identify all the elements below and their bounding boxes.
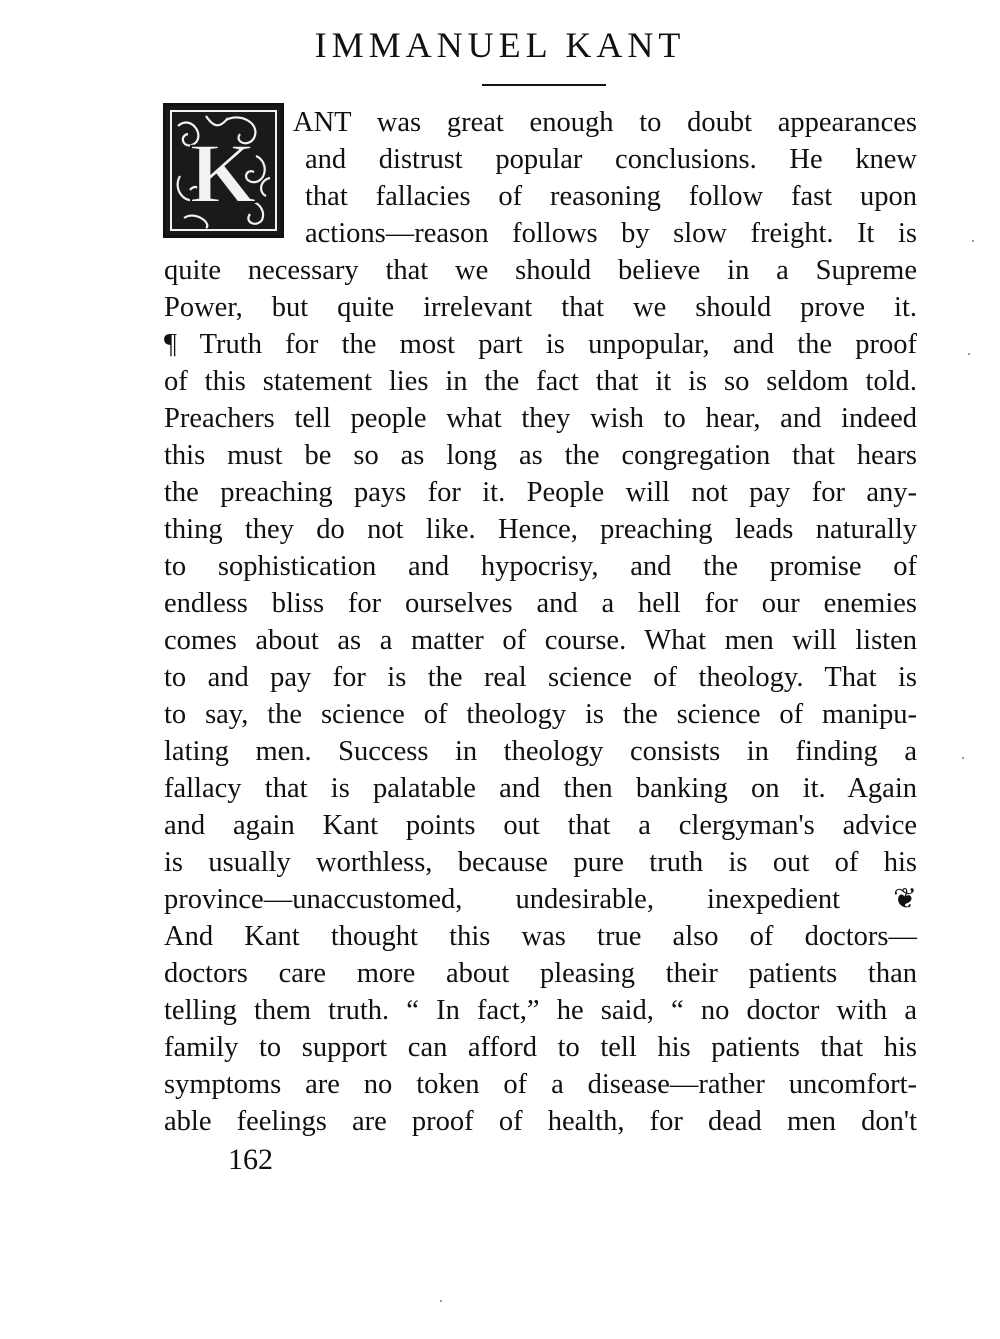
body-line: to and pay for is the real science of theology. That is [164, 662, 917, 693]
scan-speck [440, 1300, 442, 1302]
ornate-initial-k-icon [166, 106, 281, 235]
body-line: ANT was great enough to doubt appearances [293, 107, 917, 138]
body-line: thing they do not like. Hence, preaching leads naturally [164, 514, 917, 545]
body-line: is usually worthless, because pure truth is out of his [164, 847, 917, 878]
body-line: endless bliss for ourselves and a hell for our enemies [164, 588, 917, 619]
body-line: family to support can afford to tell his patients that his [164, 1032, 917, 1063]
drop-cap-ornament [163, 103, 284, 238]
body-line: province—unaccustomed, undesirable, inexpedient ❦ [164, 884, 917, 915]
running-header: IMMANUEL KANT [314, 25, 686, 65]
body-line: that fallacies of reasoning follow fast upon [305, 181, 917, 212]
body-line: to say, the science of theology is the science of manipu- [164, 699, 917, 730]
page-number: 162 [228, 1143, 273, 1176]
body-line: the preaching pays for it. People will not pay for any- [164, 477, 917, 508]
body-line: and distrust popular conclusions. He knew [305, 144, 917, 175]
body-line: fallacy that is palatable and then banking on it. Again [164, 773, 917, 804]
body-line: to sophistication and hypocrisy, and the promise of [164, 551, 917, 582]
body-line: symptoms are no token of a disease—rather uncomfort- [164, 1069, 917, 1100]
body-line: this must be so as long as the congregation that hears [164, 440, 917, 471]
body-line: ¶ Truth for the most part is unpopular, and the proof [164, 329, 917, 360]
body-line: telling them truth. “ In fact,” he said, “ no doctor with a [164, 995, 917, 1026]
body-line: Preachers tell people what they wish to hear, and indeed [164, 403, 917, 434]
body-line: doctors care more about pleasing their patients than [164, 958, 917, 989]
body-line: and again Kant points out that a clergyman's advice [164, 810, 917, 841]
body-line: comes about as a matter of course. What men will listen [164, 625, 917, 656]
body-line: of this statement lies in the fact that it is so seldom told. [164, 366, 917, 397]
body-line: And Kant thought this was true also of doctors— [164, 921, 917, 952]
body-line: lating men. Success in theology consists in finding a [164, 736, 917, 767]
body-line: able feelings are proof of health, for dead men don't [164, 1106, 917, 1137]
scan-speck [972, 240, 974, 242]
svg-text:K: K [189, 125, 257, 221]
body-line: actions—reason follows by slow freight. It is [305, 218, 917, 249]
body-line: Power, but quite irrelevant that we should prove it. [164, 292, 917, 323]
body-line: quite necessary that we should believe in a Supreme [164, 255, 917, 286]
scan-speck [968, 353, 970, 355]
scan-speck [962, 757, 964, 759]
header-rule [482, 84, 606, 86]
